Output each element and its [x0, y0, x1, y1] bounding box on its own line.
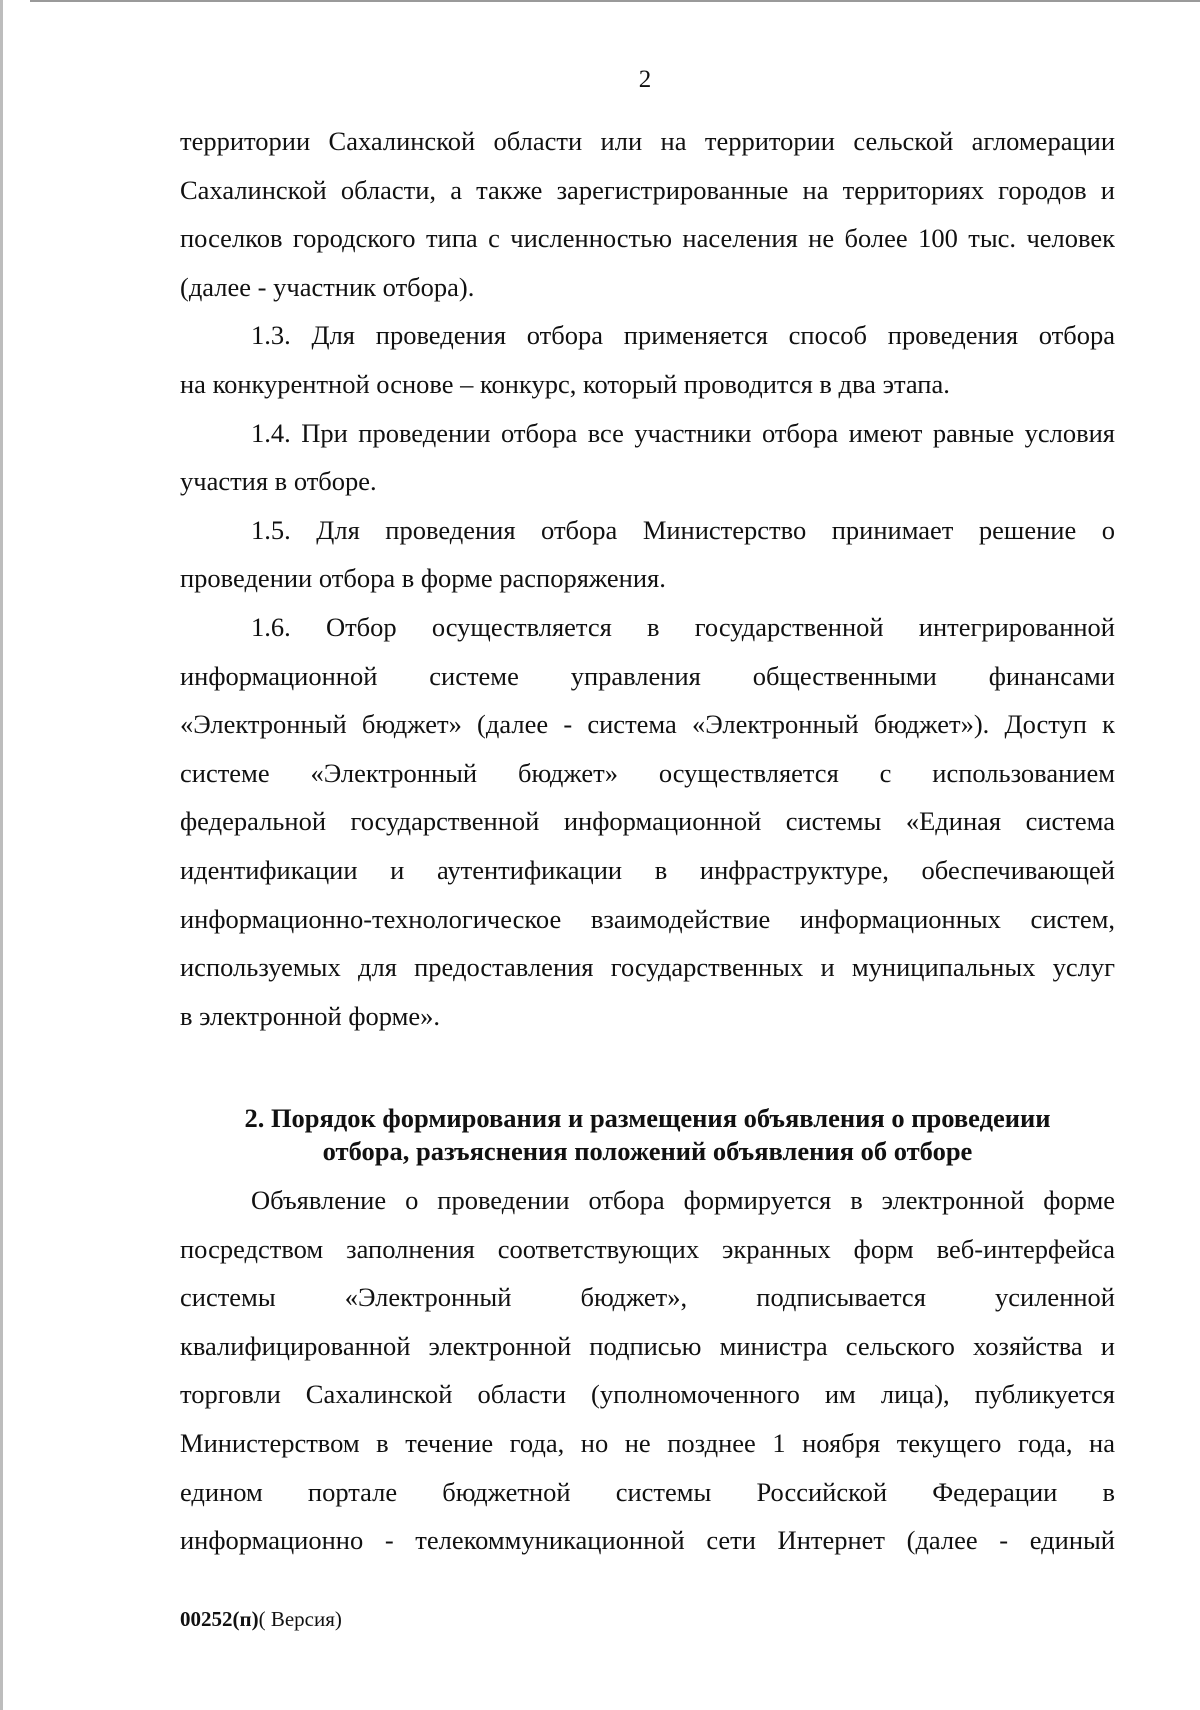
- document-version: ( Версия): [258, 1607, 342, 1631]
- text-line: Министерством в течение года, но не позднее 1 ноября текущего года, на: [180, 1427, 1115, 1458]
- text-line: информационно-технологическое взаимодействие информационных систем,: [180, 903, 1115, 934]
- paragraph-1-3-line: 1.3. Для проведения отбора применяется способ проведения отбора: [251, 320, 1115, 351]
- text-line: (далее - участник отбора).: [180, 271, 475, 302]
- text-line: территории Сахалинской области или на территории сельской агломерации: [180, 126, 1115, 156]
- document-body-part1: [180, 117, 1115, 1040]
- text-line: используемых для предоставления государственных и муниципальных услуг: [180, 952, 1115, 983]
- text-line: посредством заполнения соответствующих экранных форм веб-интерфейса: [180, 1233, 1115, 1264]
- text-line: информационно - телекоммуникационной сети Интернет (далее - единый: [180, 1525, 1115, 1556]
- document-body-section2: [180, 1176, 1115, 1565]
- scan-left-edge: [0, 0, 3, 1710]
- text-line: системы «Электронный бюджет», подписывается усиленной: [180, 1282, 1115, 1313]
- section-2-first-line: Объявление о проведении отбора формируется в электронной форме: [251, 1185, 1115, 1215]
- text-line: федеральной государственной информационной системы «Единая система: [180, 806, 1115, 837]
- text-line: едином портале бюджетной системы Российской Федерации в: [180, 1476, 1115, 1507]
- heading-line: отбора, разъяснения положений объявления об отборе: [322, 1136, 973, 1166]
- text-line: торговли Сахалинской области (уполномоченного им лица), публикуется: [180, 1379, 1115, 1410]
- paragraph-1-5-line: 1.5. Для проведения отбора Министерство принимает решение о: [251, 514, 1115, 545]
- text-line: участия в отборе.: [180, 466, 377, 497]
- text-line: информационной системе управления общественными финансами: [180, 660, 1115, 691]
- page-number: 2: [638, 66, 652, 93]
- paragraph-1-4-line: 1.4. При проведении отбора все участники отбора имеют равные условия: [251, 417, 1115, 448]
- text-line: на конкурентной основе – конкурс, который проводится в два этапа.: [180, 368, 950, 399]
- heading-line: 2. Порядок формирования и размещения объявления о проведеиии: [244, 1103, 1051, 1133]
- text-line: поселков городского типа с численностью населения не более 100 тыс. человек: [180, 223, 1115, 254]
- text-line: «Электронный бюджет» (далее - система «Электронный бюджет»). Доступ к: [180, 709, 1115, 740]
- text-line: идентификации и аутентификации в инфраструктуре, обеспечивающей: [180, 854, 1115, 885]
- scan-top-edge: [30, 0, 1200, 2]
- paragraph-1-6-line: 1.6. Отбор осуществляется в государственной интегрированной: [251, 611, 1115, 642]
- document-code: 00252(п): [180, 1607, 259, 1631]
- text-line: квалифицированной электронной подписью министра сельского хозяйства и: [180, 1330, 1115, 1361]
- text-line: проведении отбора в форме распоряжения.: [180, 563, 666, 594]
- text-line: Сахалинской области, а также зарегистрированные на территориях городов и: [180, 174, 1115, 205]
- text-line: системе «Электронный бюджет» осуществляется с использованием: [180, 757, 1115, 788]
- text-line: в электронной форме».: [180, 1000, 441, 1031]
- document-code-footer: [180, 1607, 342, 1632]
- section-2-heading: [180, 1102, 1115, 1168]
